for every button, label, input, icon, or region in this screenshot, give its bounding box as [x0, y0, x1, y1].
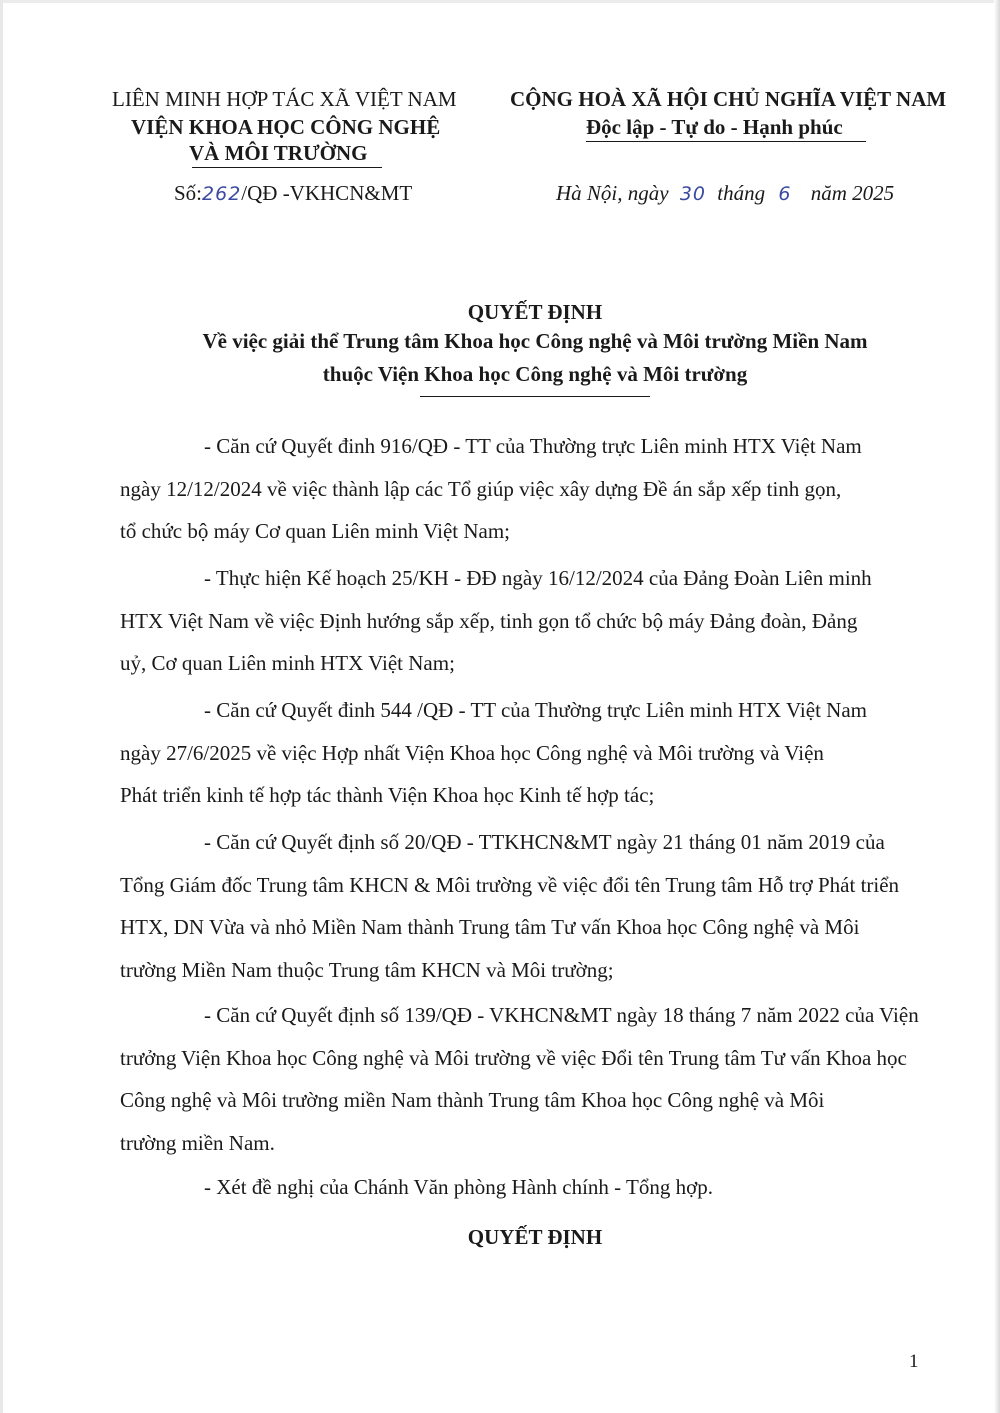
document-number-suffix: /QĐ -VKHCN&MT [241, 181, 413, 205]
paragraph-line: trường miền Nam. [120, 1130, 275, 1155]
page-number: 1 [909, 1351, 919, 1372]
date-month-word: tháng [717, 181, 766, 205]
paragraph-line: Phát triển kinh tế hợp tác thành Viện Khoa học Kinh tế hợp tác; [120, 783, 655, 807]
scan-edge-top [0, 0, 1000, 3]
document-date [556, 181, 894, 206]
motto-underline [586, 141, 866, 142]
org-name-line1: VIỆN KHOA HỌC CÔNG NGHỆ [131, 115, 441, 139]
date-prefix: Hà Nội, ngày [556, 181, 669, 205]
scan-edge-left [0, 0, 3, 1413]
national-title: CỘNG HOÀ XÃ HỘI CHỦ NGHĨA VIỆT NAM [510, 87, 947, 111]
paragraph-line: Tổng Giám đốc Trung tâm KHCN & Môi trường về việc đổi tên Trung tâm Hỗ trợ Phát triển [120, 872, 900, 897]
paragraph-line: - Thực hiện Kế hoạch 25/KH - ĐĐ ngày 16/12/2024 của Đảng Đoàn Liên minh [204, 566, 872, 590]
document-number [174, 181, 412, 206]
paragraph-line: - Căn cứ Quyết định số 20/QĐ - TTKHCN&MT ngày 21 tháng 01 năm 2019 của [204, 830, 885, 854]
paragraph-line: ngày 12/12/2024 về việc thành lập các Tổ giúp việc xây dựng Đề án sắp xếp tinh gọn, [120, 476, 842, 501]
paragraph-line: trường Miền Nam thuộc Trung tâm KHCN và Môi trường; [120, 957, 614, 982]
paragraph-line: - Căn cứ Quyết đinh 544 /QĐ - TT của Thường trực Liên minh HTX Việt Nam [204, 698, 867, 722]
paragraph-line: HTX, DN Vừa và nhỏ Miền Nam thành Trung tâm Tư vấn Khoa học Công nghệ và Môi [120, 915, 860, 939]
date-year: năm 2025 [810, 181, 895, 205]
paragraph-line: HTX Việt Nam về việc Định hướng sắp xếp, tinh gọn tổ chức bộ máy Đảng đoàn, Đảng [120, 608, 858, 633]
paragraph-line: uỷ, Cơ quan Liên minh HTX Việt Nam; [120, 651, 455, 675]
title-subject-line2: thuộc Viện Khoa học Công nghệ và Môi trường [322, 362, 748, 386]
paragraph-basis-5 [120, 994, 920, 1164]
org-parent-name: LIÊN MINH HỢP TÁC XÃ VIỆT NAM [112, 87, 457, 111]
paragraph-line: tổ chức bộ máy Cơ quan Liên minh Việt Nam; [120, 519, 511, 543]
paragraph-line: - Căn cứ Quyết đinh 916/QĐ - TT của Thường trực Liên minh HTX Việt Nam [204, 434, 862, 458]
org-name-line2: VÀ MÔI TRƯỜNG [189, 141, 368, 165]
paragraph-line: ngày 27/6/2025 về việc Hợp nhất Viện Khoa học Công nghệ và Môi trường và Viện [120, 740, 824, 765]
paragraph-line: trưởng Viện Khoa học Công nghệ và Môi trường về việc Đổi tên Trung tâm Tư vấn Khoa học [120, 1045, 907, 1070]
title-subject-line1: Về việc giải thể Trung tâm Khoa học Công nghệ và Môi trường Miền Nam [202, 329, 868, 353]
paragraph-basis-1 [120, 425, 920, 553]
date-month-handwritten: 6 [778, 183, 792, 205]
decision-heading: QUYẾT ĐỊNH [467, 1225, 603, 1249]
document-number-handwritten: 262 [202, 183, 242, 205]
scan-edge-right [994, 0, 1000, 1413]
paragraph-line: - Xét đề nghị của Chánh Văn phòng Hành chính - Tổng hợp. [204, 1175, 713, 1199]
paragraph-basis-4 [120, 821, 920, 991]
paragraph-basis-2 [120, 557, 920, 685]
national-motto: Độc lập - Tự do - Hạnh phúc [586, 115, 843, 139]
paragraph-basis-3 [120, 689, 920, 817]
paragraph-line: - Căn cứ Quyết định số 139/QĐ - VKHCN&MT ngày 18 tháng 7 năm 2022 của Viện [204, 1003, 919, 1027]
title-underline [420, 396, 650, 397]
title-heading: QUYẾT ĐỊNH [467, 300, 603, 324]
paragraph-proposal [120, 1166, 920, 1209]
document-number-prefix: Số: [174, 181, 203, 205]
date-day-handwritten: 30 [679, 183, 707, 205]
paragraph-line: Công nghệ và Môi trường miền Nam thành Trung tâm Khoa học Công nghệ và Môi [120, 1088, 825, 1112]
org-name-underline [192, 167, 382, 168]
